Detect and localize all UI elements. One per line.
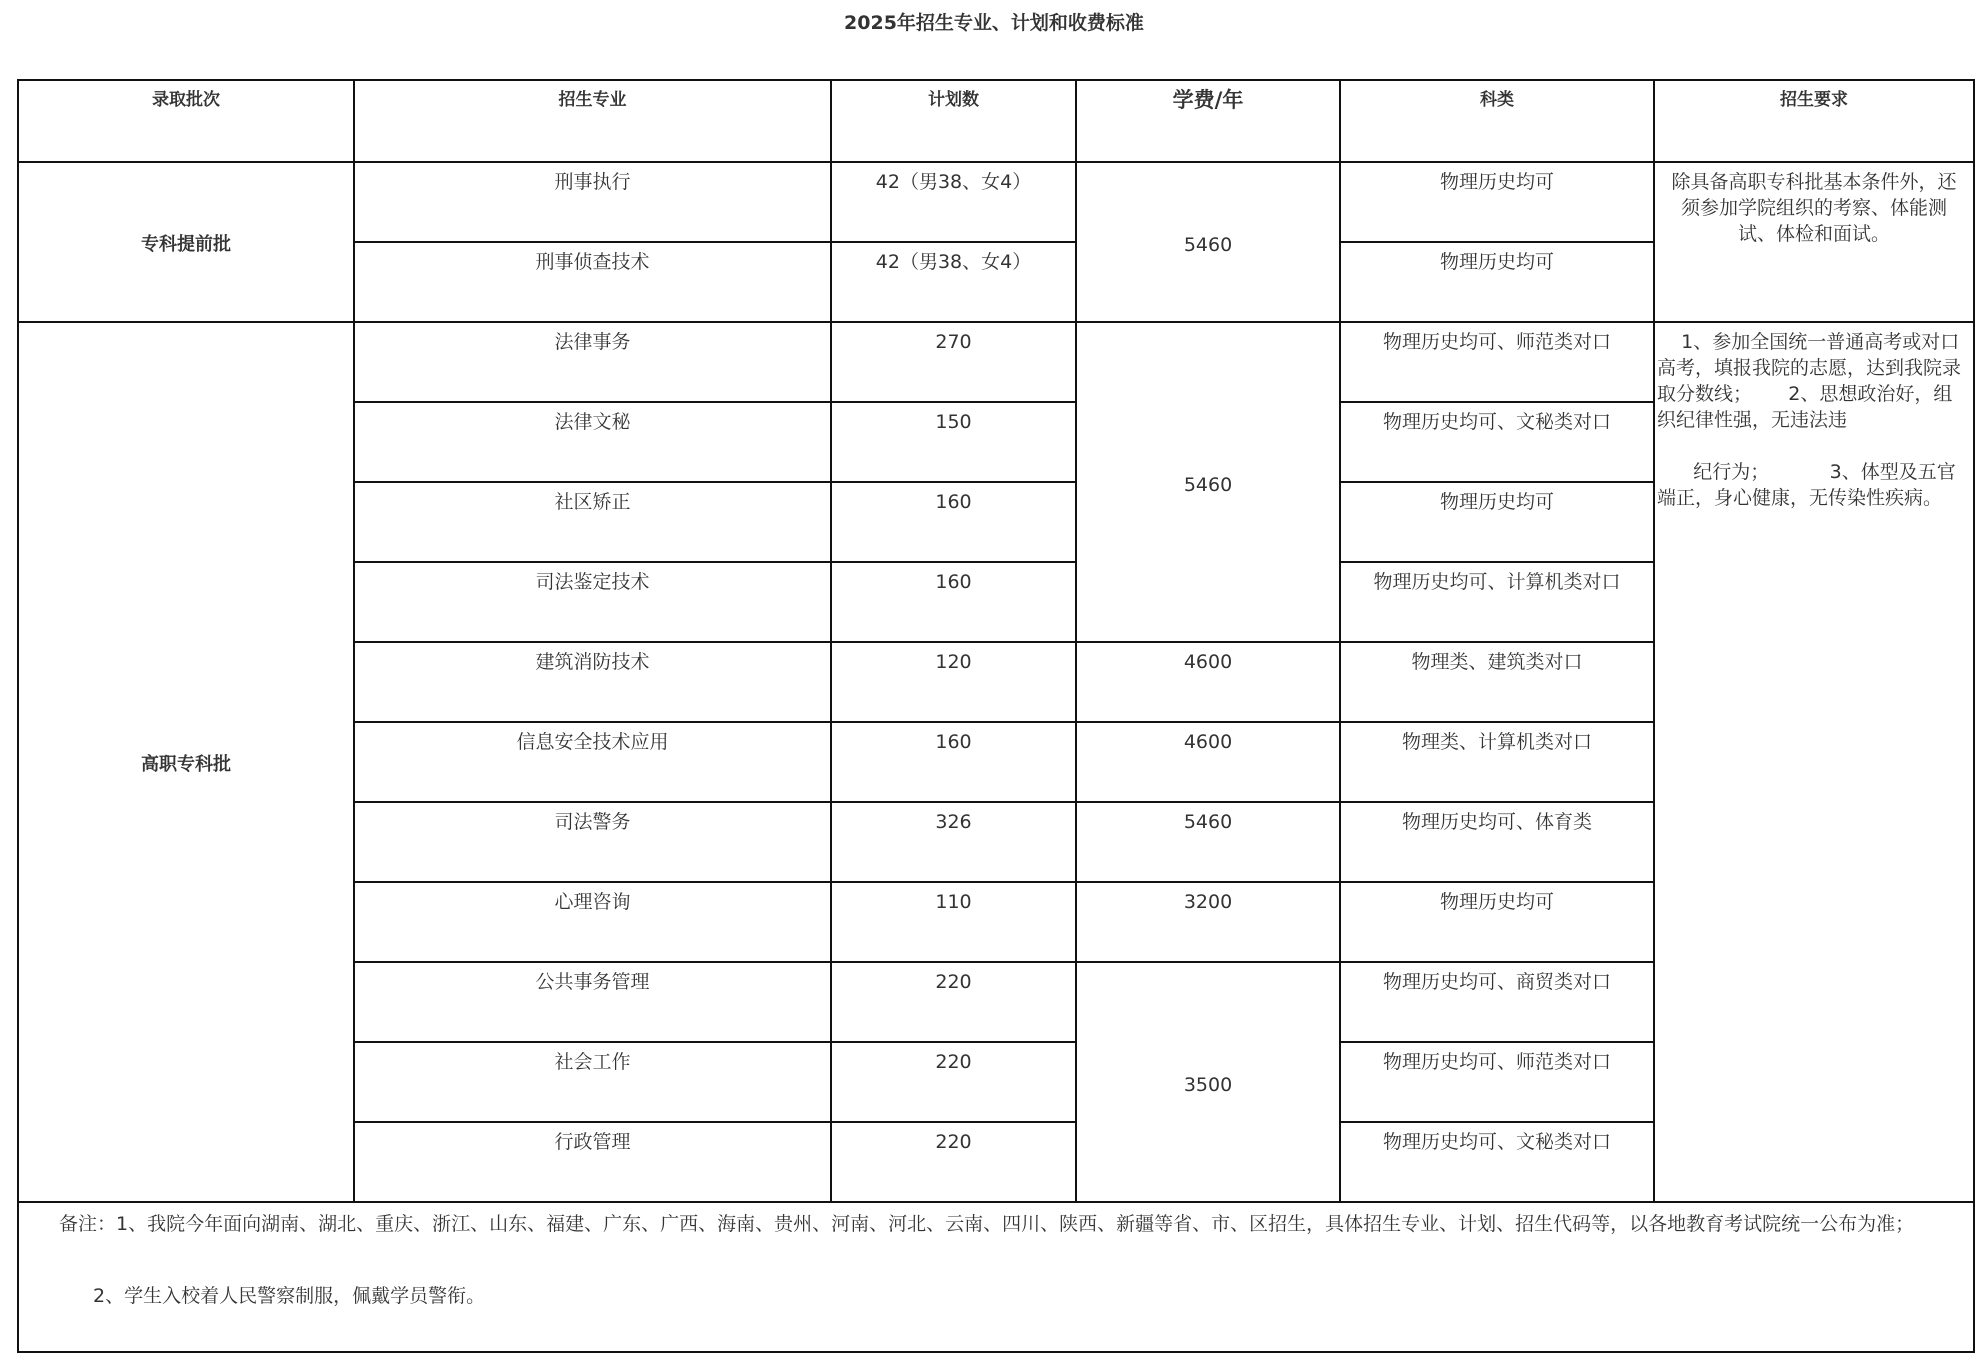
major-cell: 心理咨询 [354,882,831,962]
note-line: 2、学生入校着人民警察制服，佩戴学员警衔。 [93,1285,486,1307]
tuition-cell: 5460 [1076,322,1340,642]
subject-cell: 物理历史均可、师范类对口 [1340,1042,1654,1122]
major-cell: 公共事务管理 [354,962,831,1042]
major-cell: 法律文秘 [354,402,831,482]
tuition-cell: 5460 [1076,802,1340,882]
subject-cell: 物理历史均可 [1340,162,1654,242]
major-cell: 法律事务 [354,322,831,402]
major-cell: 建筑消防技术 [354,642,831,722]
major-cell: 社会工作 [354,1042,831,1122]
subject-cell: 物理历史均可、文秘类对口 [1340,402,1654,482]
subject-cell: 物理历史均可 [1340,882,1654,962]
plan-cell: 42（男38、女4） [831,242,1076,322]
header-requirement: 招生要求 [1654,80,1974,162]
subject-cell: 物理历史均可、文秘类对口 [1340,1122,1654,1202]
notes-cell [18,1202,1974,1352]
tuition-cell: 4600 [1076,722,1340,802]
table-row [18,162,1974,242]
major-cell: 行政管理 [354,1122,831,1202]
major-cell: 信息安全技术应用 [354,722,831,802]
subject-cell: 物理历史均可、计算机类对口 [1340,562,1654,642]
plan-cell: 270 [831,322,1076,402]
plan-cell: 110 [831,882,1076,962]
plan-cell: 220 [831,1042,1076,1122]
plan-cell: 220 [831,962,1076,1042]
tuition-cell: 3500 [1076,962,1340,1202]
tuition-cell: 5460 [1076,162,1340,322]
header-tuition: 学费/年 [1076,80,1340,162]
subject-cell: 物理历史均可 [1340,242,1654,322]
subject-cell: 物理历史均可 [1340,482,1654,562]
subject-cell: 物理历史均可、商贸类对口 [1340,962,1654,1042]
batch-cell: 专科提前批 [18,162,354,322]
plan-cell: 150 [831,402,1076,482]
page-title: 2025年招生专业、计划和收费标准 [844,12,1144,34]
header-batch: 录取批次 [18,80,354,162]
plan-cell: 42（男38、女4） [831,162,1076,242]
tuition-cell: 4600 [1076,642,1340,722]
major-cell: 社区矫正 [354,482,831,562]
enrollment-plan-table [17,79,1975,1353]
subject-cell: 物理类、计算机类对口 [1340,722,1654,802]
header-plan: 计划数 [831,80,1076,162]
subject-cell: 物理历史均可、师范类对口 [1340,322,1654,402]
notes-row [18,1202,1974,1352]
requirement-cell [1654,162,1974,322]
major-cell: 司法警务 [354,802,831,882]
plan-cell: 120 [831,642,1076,722]
header-subject: 科类 [1340,80,1654,162]
subject-cell: 物理类、建筑类对口 [1340,642,1654,722]
table-header-row [18,80,1974,162]
plan-cell: 160 [831,482,1076,562]
note-line: 备注：1、我院今年面向湖南、湖北、重庆、浙江、山东、福建、广东、广西、海南、贵州、河南、河北、云南、四川、陕西、新疆等省、市、区招生，具体招生专业、计划、招生代码等，以各地教育考试院统一公布为准； [59,1213,1915,1235]
major-cell: 刑事侦查技术 [354,242,831,322]
requirement-cell [1654,322,1974,1202]
major-cell: 刑事执行 [354,162,831,242]
batch-cell: 高职专科批 [18,322,354,1202]
requirement-text: 1、参加全国统一普通高考或对口高考，填报我院的志愿，达到我院录取分数线； 2、思想政治好，组织纪律性强，无违法违 纪行为； 3、体型及五官端正，身心健康，无传染性疾病。 [1657,331,1962,509]
major-cell: 司法鉴定技术 [354,562,831,642]
plan-cell: 160 [831,722,1076,802]
requirement-text: 除具备高职专科批基本条件外，还须参加学院组织的考察、体能测试、体检和面试。 [1671,171,1957,245]
tuition-cell: 3200 [1076,882,1340,962]
plan-cell: 326 [831,802,1076,882]
subject-cell: 物理历史均可、体育类 [1340,802,1654,882]
header-major: 招生专业 [354,80,831,162]
plan-cell: 220 [831,1122,1076,1202]
table-row [18,322,1974,402]
plan-cell: 160 [831,562,1076,642]
